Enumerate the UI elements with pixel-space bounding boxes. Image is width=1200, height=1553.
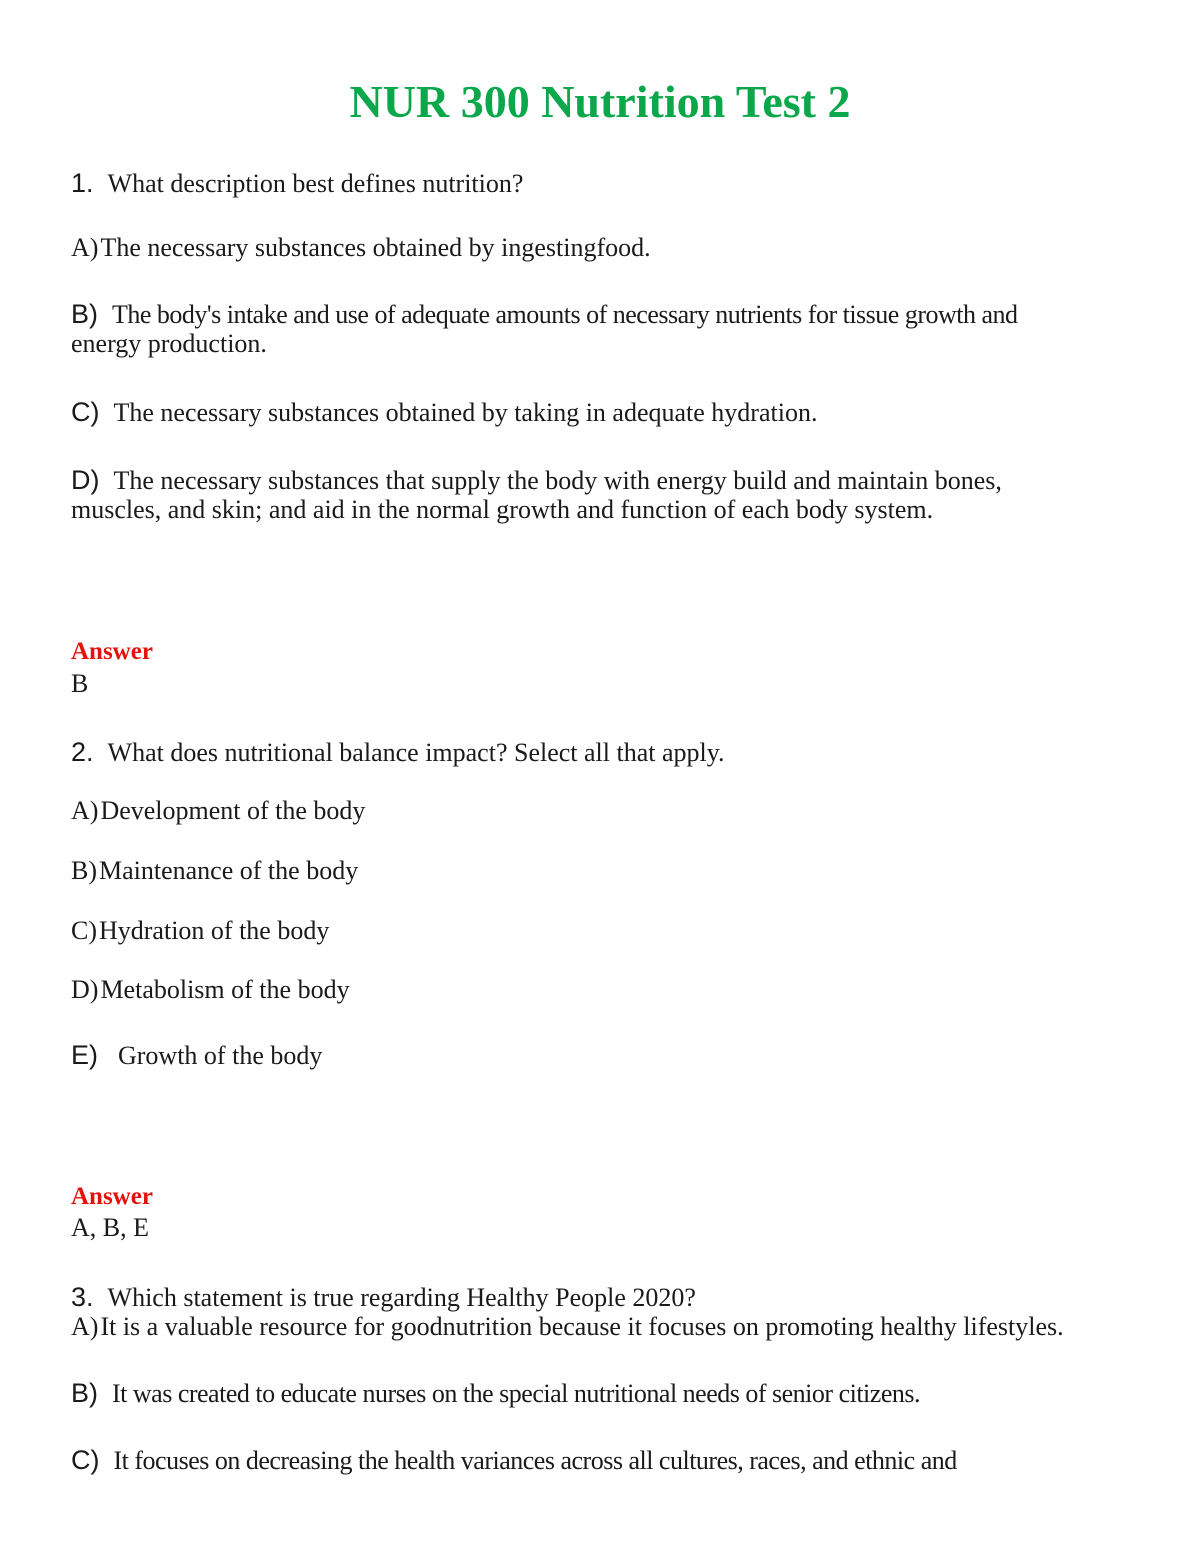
q2-option-d [71, 975, 1141, 1005]
q2-option-c [71, 916, 1141, 946]
q1-option-b [71, 299, 1141, 330]
q2-option-c-label: C) [71, 916, 97, 945]
question-3-text: Which statement is true regarding Healthy People 2020? [107, 1283, 696, 1312]
question-2-number: 2. [71, 737, 94, 767]
q3-option-a [71, 1312, 1141, 1342]
page-title: NUR 300 Nutrition Test 2 [349, 76, 851, 127]
q1-option-d-label: D) [71, 465, 100, 495]
q2-option-a-label: A) [71, 796, 99, 825]
q1-option-b-cont [71, 329, 1141, 359]
question-2-text: What does nutritional balance impact? Select all that apply. [107, 738, 725, 767]
q1-option-d [71, 465, 1141, 496]
q1-option-a [71, 233, 1141, 263]
q2-option-e-label: E) [71, 1040, 98, 1070]
q3-option-a-label: A) [71, 1312, 99, 1341]
q2-option-b [71, 856, 1141, 886]
q3-option-c-text: It focuses on decreasing the health variances across all cultures, races, and ethnic and [113, 1446, 957, 1475]
q2-option-b-text: Maintenance of the body [99, 856, 359, 885]
q1-answer-heading: Answer [71, 638, 153, 665]
q3-option-c [71, 1445, 1141, 1476]
q1-option-a-label: A) [71, 233, 99, 262]
question-3 [71, 1282, 1141, 1313]
q3-option-c-label: C) [71, 1445, 100, 1475]
q1-option-d-text: The necessary substances that supply the body with energy build and maintain bones, [113, 466, 1002, 495]
q2-option-a-text: Development of the body [100, 796, 366, 825]
q1-answer-value: B [71, 669, 89, 698]
question-3-number: 3. [71, 1282, 94, 1312]
q1-option-c-text: The necessary substances obtained by taking in adequate hydration. [113, 398, 818, 427]
q3-option-b-text: It was created to educate nurses on the special nutritional needs of senior citizens. [112, 1379, 920, 1408]
q1-option-b-label: B) [71, 299, 98, 329]
q2-option-e [71, 1040, 1141, 1071]
q2-option-d-text: Metabolism of the body [100, 975, 350, 1004]
q1-option-c-label: C) [71, 397, 100, 427]
question-2 [71, 737, 1141, 768]
q3-option-b [71, 1378, 1141, 1409]
q1-option-d-cont [71, 495, 1141, 525]
q2-option-d-label: D) [71, 975, 99, 1004]
q1-option-a-text: The necessary substances obtained by ingestingfood. [100, 233, 651, 262]
q1-option-b-text: The body's intake and use of adequate amounts of necessary nutrients for tissue growth and [112, 300, 1018, 329]
q2-option-b-label: B) [71, 856, 97, 885]
q2-answer-value: A, B, E [71, 1213, 149, 1242]
q1-option-b-text-cont: energy production. [71, 329, 267, 358]
q1-option-c [71, 397, 1141, 428]
q2-answer-heading: Answer [71, 1183, 153, 1210]
question-1 [71, 168, 1141, 199]
q2-option-a [71, 796, 1141, 826]
q2-option-c-text: Hydration of the body [99, 916, 330, 945]
question-1-number: 1. [71, 168, 94, 198]
q2-option-e-text: Growth of the body [118, 1041, 323, 1070]
question-1-text: What description best defines nutrition? [107, 169, 524, 198]
q3-option-a-text: It is a valuable resource for goodnutrition because it focuses on promoting healthy lifestyles. [100, 1312, 1064, 1341]
q1-option-d-text-cont: muscles, and skin; and aid in the normal growth and function of each body system. [71, 495, 934, 524]
q3-option-b-label: B) [71, 1378, 98, 1408]
